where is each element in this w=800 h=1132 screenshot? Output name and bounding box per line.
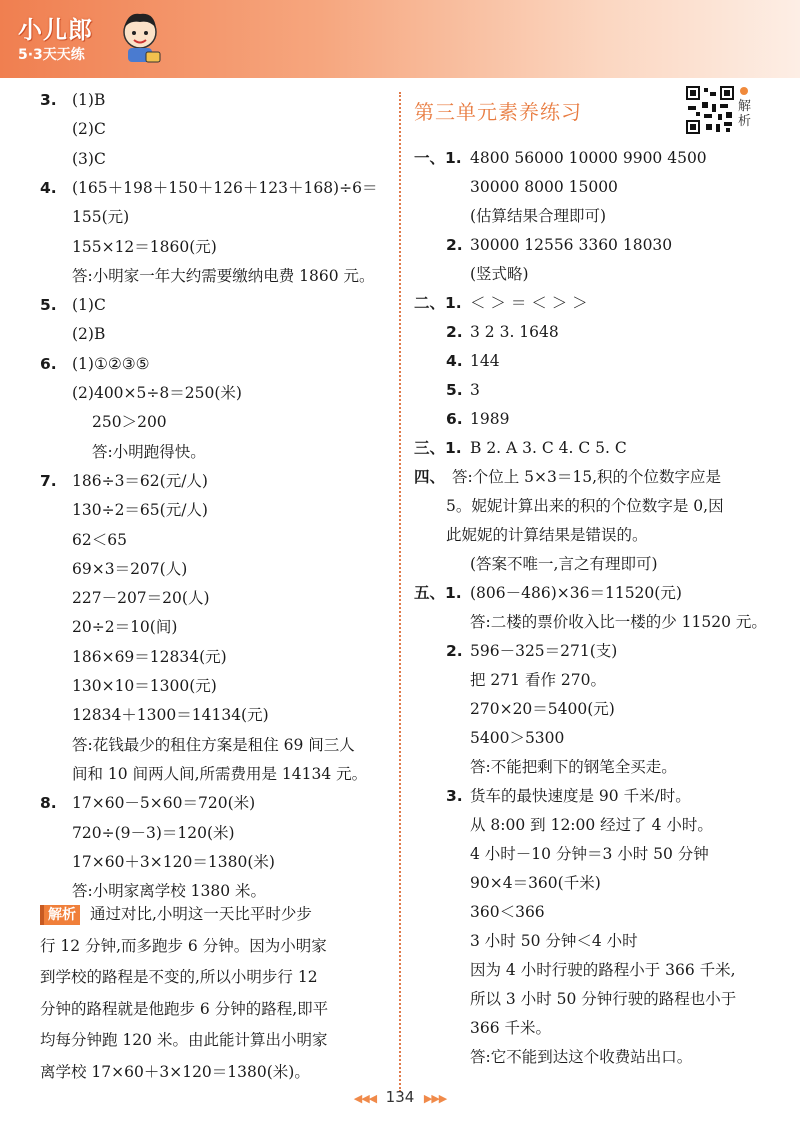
analysis-line	[40, 1062, 310, 1082]
item-label: 二、1.	[414, 294, 462, 312]
answer-line: 596－325＝271(支)	[470, 642, 618, 660]
answer-line: 720÷(9－3)＝120(米)	[72, 823, 235, 842]
qr-label-text: 解析	[738, 99, 752, 129]
answer-line: 从 8:00 到 12:00 经过了 4 小时。	[470, 816, 713, 834]
answer-line: (165＋198＋150＋126＋123＋168)÷6＝	[72, 178, 378, 197]
answer-line: 5400＞5300	[470, 729, 565, 747]
answer-line: 20÷2＝10(间)	[72, 618, 178, 637]
answer-line: 因为 4 小时行驶的路程小于 366 千米,	[470, 961, 736, 979]
answer-line: 186÷3＝62(元/人)	[72, 471, 208, 490]
answer-line: 17×60＋3×120＝1380(米)	[72, 852, 275, 871]
answer-line: 69×3＝207(人)	[72, 559, 188, 578]
item-label: 6.	[40, 354, 57, 373]
analysis-text: 分钟的路程就是他跑步 6 分钟的路程,即平	[40, 999, 329, 1018]
answer-line: (估算结果合理即可)	[470, 207, 607, 225]
answer-line: 4 小时－10 分钟＝3 小时 50 分钟	[470, 845, 709, 863]
item-label: 2.	[446, 642, 463, 660]
item-label: 4.	[446, 352, 463, 370]
answer-line: 360＜366	[470, 903, 545, 921]
brand-logo	[10, 8, 160, 70]
answer-line: 250＞200	[92, 413, 167, 432]
brand-title: 小儿郎	[18, 16, 93, 44]
answer-line: 62＜65	[72, 530, 127, 549]
analysis-line	[40, 936, 327, 956]
answer-line: 227－207＝20(人)	[72, 589, 210, 608]
item-label: 三、1.	[414, 439, 462, 457]
answer-line: (2)C	[72, 120, 106, 139]
answer-line: 答:小明跑得快。	[92, 442, 206, 461]
item-label: 4.	[40, 178, 57, 197]
analysis-text: 行 12 分钟,而多跑步 6 分钟。因为小明家	[40, 936, 327, 955]
answer-line: 答:二楼的票价收入比一楼的少 11520 元。	[470, 613, 767, 631]
answer-line: B 2. A 3. C 4. C 5. C	[470, 439, 627, 457]
item-label: 5.	[446, 381, 463, 399]
answer-line: 3	[470, 381, 480, 399]
page-number: 134	[385, 1088, 415, 1106]
answer-line: (1)B	[72, 91, 106, 109]
answer-line: 155(元)	[72, 208, 130, 227]
answer-line: 155×12＝1860(元)	[72, 237, 217, 256]
analysis-text: 到学校的路程是不变的,所以小明步行 12	[40, 968, 318, 986]
analysis-text: 离学校 17×60＋3×120＝1380(米)。	[40, 1062, 310, 1081]
answer-line: 270×20＝5400(元)	[470, 700, 615, 718]
answer-line: 130×10＝1300(元)	[72, 677, 217, 695]
answer-line: 把 271 看作 270。	[470, 671, 606, 689]
brand-subtitle: 5·3天天练	[18, 47, 85, 63]
answer-line: 3 2 3. 1648	[470, 323, 559, 341]
analysis-line	[40, 1030, 327, 1050]
answer-line: 答:它不能到达这个收费站出口。	[470, 1048, 693, 1066]
qr-code-icon[interactable]	[686, 86, 734, 134]
answer-line: 3 小时 50 分钟＜4 小时	[470, 932, 638, 950]
item-label: 四、	[414, 468, 446, 486]
answer-line: (3)C	[72, 149, 106, 168]
analysis-line	[40, 904, 312, 925]
answer-line: (2)B	[72, 325, 106, 344]
answer-line: (2)400×5÷8＝250(米)	[72, 384, 242, 402]
column-divider	[399, 92, 401, 1092]
item-label: 2.	[446, 236, 463, 254]
analysis-line	[40, 999, 328, 1019]
qr-label	[738, 84, 756, 129]
answer-line: 30000 12556 3360 18030	[470, 236, 673, 254]
answer-line: 货车的最快速度是 90 千米/时。	[470, 787, 691, 805]
qr-dot-icon	[740, 87, 748, 95]
answer-line: 答:个位上 5×3＝15,积的个位数字应是	[452, 468, 722, 486]
mascot-icon	[116, 8, 164, 68]
right-arrows-icon: ▶▶▶	[423, 1092, 447, 1105]
item-label: 3.	[40, 91, 57, 109]
section-title: 第三单元素养练习	[414, 100, 582, 124]
answer-line: (1)C	[72, 296, 106, 315]
answer-line: 12834＋1300＝14134(元)	[72, 706, 269, 725]
answer-line: ＜ ＞ ＝ ＜ ＞ ＞	[470, 294, 588, 312]
answer-line: 4800 56000 10000 9900 4500	[470, 149, 707, 167]
answer-line: 1989	[470, 410, 510, 428]
answer-line: 此妮妮的计算结果是错误的。	[446, 526, 648, 544]
answer-line: 30000 8000 15000	[470, 178, 618, 196]
item-label: 7.	[40, 471, 57, 490]
answer-line: 130÷2＝65(元/人)	[72, 501, 208, 520]
answer-line: 90×4＝360(千米)	[470, 874, 601, 892]
item-label: 8.	[40, 794, 57, 813]
item-label: 五、1.	[414, 584, 462, 602]
answer-line: (竖式略)	[470, 265, 529, 283]
answer-line: 17×60－5×60＝720(米)	[72, 794, 256, 813]
analysis-text: 通过对比,小明这一天比平时少步	[90, 905, 312, 923]
answer-line: 144	[470, 352, 500, 370]
answer-line: 答:小明家一年大约需要缴纳电费 1860 元。	[72, 266, 375, 285]
analysis-text: 均每分钟跑 120 米。由此能计算出小明家	[40, 1031, 328, 1049]
item-label: 一、1.	[414, 149, 462, 167]
answer-line: (1)①②③⑤	[72, 354, 150, 373]
answer-line: 366 千米。	[470, 1019, 552, 1037]
item-label: 6.	[446, 410, 463, 428]
answer-line: 答:花钱最少的租住方案是租住 69 间三人	[72, 735, 355, 754]
answer-line: 所以 3 小时 50 分钟行驶的路程也小于	[470, 990, 737, 1008]
item-label: 3.	[446, 787, 463, 805]
item-label: 2.	[446, 323, 463, 341]
analysis-tag: 解析	[40, 905, 80, 925]
answer-line: 答:不能把剩下的钢笔全买走。	[470, 758, 677, 776]
answer-line: 5。妮妮计算出来的积的个位数字是 0,因	[446, 497, 724, 515]
answer-line: (答案不唯一,言之有理即可)	[470, 555, 658, 573]
answer-line: 186×69＝12834(元)	[72, 647, 227, 666]
page-footer	[0, 1088, 800, 1106]
answer-line: (806－486)×36＝11520(元)	[470, 584, 682, 602]
analysis-line	[40, 967, 318, 987]
answer-line: 间和 10 间两人间,所需费用是 14134 元。	[72, 764, 368, 783]
item-label: 5.	[40, 296, 57, 315]
left-arrows-icon: ◀◀◀	[353, 1092, 377, 1105]
answer-line: 答:小明家离学校 1380 米。	[72, 882, 267, 901]
